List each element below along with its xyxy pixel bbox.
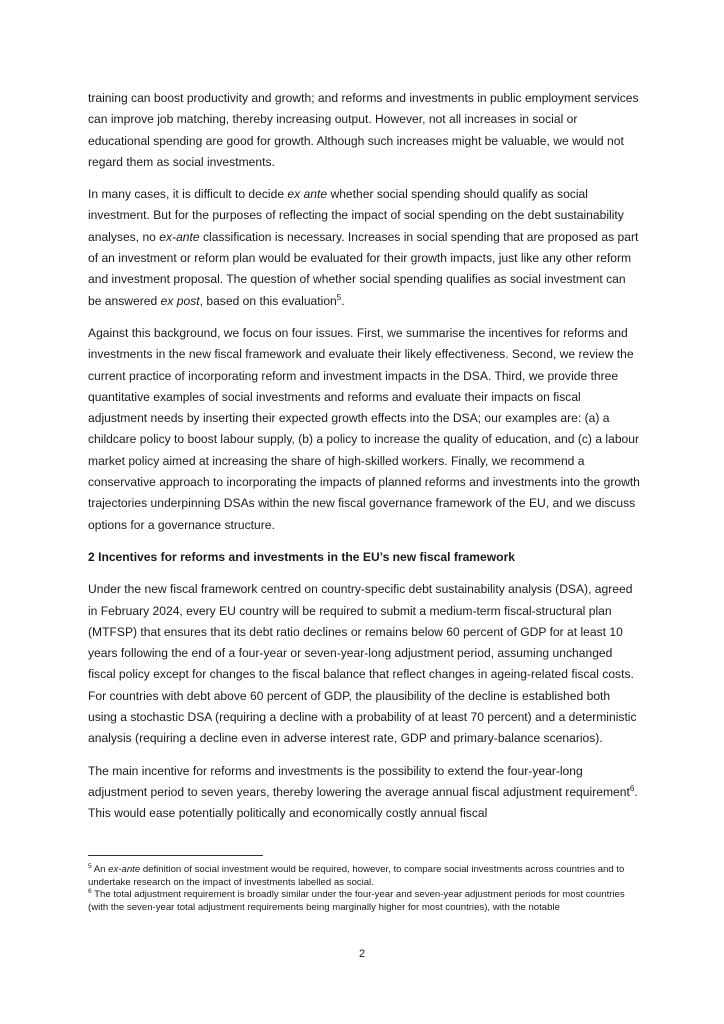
footnote-ref-5: 5 xyxy=(336,292,342,302)
paragraph-3: Against this background, we focus on four issues. First, we summarise the incentives for reforms and investments in the new fiscal framework and evaluate their likely effectiveness. Second, we review the current practice of incorporating reform and investment impacts in the DSA. Third, we provide three quantitative examples of social investments and reforms and evaluate their impacts on fiscal adjustment needs by inserting their expected growth effects into the DSA; our examples are: (a) a childcare policy to boost labour supply, (b) a policy to increase the quality of education, and (c) a labour market policy aimed at increasing the share of high-skilled workers. Finally, we recommend a conservative approach to incorporating the impacts of planned reforms and investments into the growth trajectories underpinning DSAs within the new fiscal governance framework of the EU, and we discuss options for a governance structure. xyxy=(88,325,640,532)
footnote-divider xyxy=(88,855,263,856)
body-text xyxy=(88,88,640,836)
section-heading: 2 Incentives for reforms and investments in the EU’s new fiscal framework xyxy=(88,549,516,564)
page-number: 2 xyxy=(358,948,366,960)
footnote-ref-6: 6 xyxy=(629,783,635,793)
paragraph-4: Under the new fiscal framework centred on country-specific debt sustainability analysis (DSA), agreed in February 2024, every EU country will be required to submit a medium-term fiscal-structural plan (MTFSP) that ensures that its debt ratio declines or remains below 60 percent of GDP for at least 10 years following the end of a four-year or seven-year-long adjustment period, assuming unchanged fiscal policy except for changes to the fiscal balance that reflect changes in ageing-related fiscal costs. For countries with debt above 60 percent of GDP, the plausibility of the decline is established both using a stochastic DSA (requiring a decline with a probability of at least 70 percent) and a deterministic analysis (requiring a decline even in adverse interest rate, GDP and primary-balance scenarios). xyxy=(88,582,637,746)
footnote-6: $^6$ The total adjustment requirement is broadly similar under the four-year and seven-year adjustment periods for most countries (with the seven-year total adjustment requirements being marginally higher for most countries), with the notable xyxy=(88,888,625,913)
paragraph-5: The main incentive for reforms and investments is the possibility to extend the four-year-long adjustment period to seven years, thereby lowering the average annual fiscal adjustment requirement$^6$. This would ease potentially politically and economically costly annual fiscal xyxy=(88,763,638,821)
paragraph-1: training can boost productivity and growth; and reforms and investments in public employment services can improve job matching, thereby increasing output. However, not all increases in social or educational spending are good for growth. Although such increases might be valuable, we would not regard them as social investments. xyxy=(88,91,639,169)
footnote-5: $^5$ An ex-ante definition of social investment would be required, however, to compare social investments across countries and to undertake research on the impact of investments labelled as social. xyxy=(88,862,625,888)
footnotes xyxy=(88,864,640,914)
paragraph-2: In many cases, it is difficult to decide ex ante whether social spending should qualify as social investment. But for the purposes of reflecting the impact of social spending on the debt sustainability analyses, no ex-ante classification is necessary. Increases in social spending that are proposed as part of an investment or reform plan would be evaluated for their growth impacts, just like any other reform and investment proposal. The question of whether social spending qualifies as social investment can be answered ex post, based on this evaluation$^5$. xyxy=(88,187,639,308)
